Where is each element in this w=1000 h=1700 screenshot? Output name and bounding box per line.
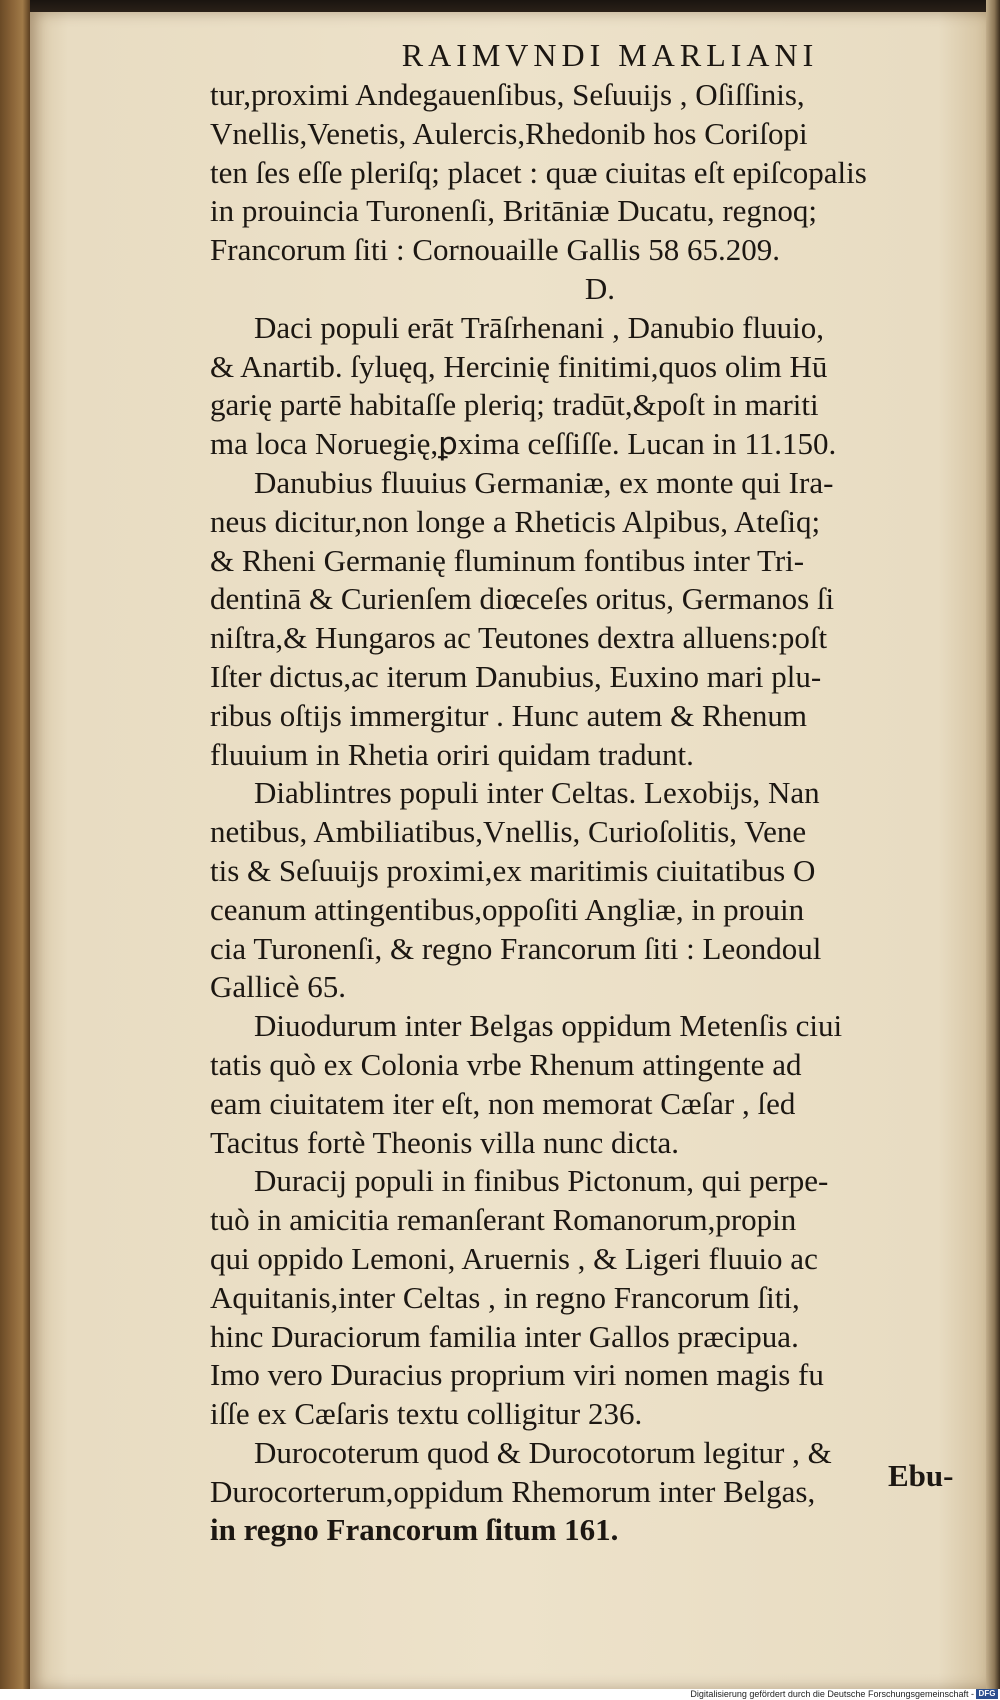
text-line: iſſe ex Cæſaris textu colligitur 236. xyxy=(210,1396,643,1432)
digitization-credit: Digitalisierung gefördert durch die Deutsche Forschungsgemeinschaft - xyxy=(690,1689,974,1699)
catchword: Ebu- xyxy=(888,1458,954,1493)
text-line: & Anartib. ſyluęq, Hercinię finitimi,quos olim Hū xyxy=(210,348,828,384)
text-line: dentinā & Curienſem diœceſes oritus, Germanos ſi xyxy=(210,581,835,617)
text-line: Francorum ſiti : Cornouaille Gallis 58 65.209. xyxy=(210,232,780,268)
text-line: netibus, Ambiliatibus,Vnellis, Curioſolitis, Vene xyxy=(210,814,807,850)
text-line: eam ciuitatem iter eſt, non memorat Cæſar , ſed xyxy=(210,1085,796,1121)
running-head: RAIMVNDI MARLIANI xyxy=(401,37,819,73)
entry-first-line: Diablintres populi inter Celtas. Lexobijs, Nan xyxy=(254,775,820,811)
entry-first-line: Duracij populi in finibus Pictonum, qui perpe- xyxy=(254,1163,829,1199)
text-line: cia Turonenſi, & regno Francorum ſiti : Leondoul xyxy=(210,930,822,966)
text-line: qui oppido Lemoni, Aruernis , & Ligeri fluuio ac xyxy=(210,1240,818,1276)
text-line: in regno Francorum ſitum 161. xyxy=(210,1512,619,1548)
text-line: niſtra,& Hungaros ac Teutones dextra alluens:poſt xyxy=(210,620,828,656)
text-line: Vnellis,Venetis, Aulercis,Rhedonib hos Coriſopi xyxy=(210,115,808,151)
entry-first-line: Daci populi erāt Trāſrhenani , Danubio fluuio, xyxy=(254,309,824,345)
text-line: fluuium in Rhetia oriri quidam tradunt. xyxy=(210,736,694,772)
text-line: tur,proximi Andegauenſibus, Seſuuijs , Oſiſſinis, xyxy=(210,77,805,112)
page-fore-edge xyxy=(986,0,1000,1690)
page-text-block xyxy=(210,34,950,1550)
book-binding-edge xyxy=(0,0,30,1690)
entry-first-line: Durocoterum quod & Durocotorum legitur , & xyxy=(254,1434,832,1470)
text-line: Durocorterum,oppidum Rhemorum inter Belgas, xyxy=(210,1473,816,1509)
text-line: Tacitus fortè Theonis villa nunc dicta. xyxy=(210,1124,680,1160)
text-line: tatis quò ex Colonia vrbe Rhenum attingente ad xyxy=(210,1046,802,1082)
section-letter: D. xyxy=(584,270,616,306)
text-line: ribus oſtijs immergitur . Hunc autem & Rhenum xyxy=(210,697,807,733)
text-line: ceanum attingentibus,oppoſiti Angliæ, in prouin xyxy=(210,891,805,927)
text-line: ma loca Noruegię,ꝑxima ceſſiſſe. Lucan in 11.150. xyxy=(210,426,837,462)
text-line: in prouincia Turonenſi, Britāniæ Ducatu, regnoq; xyxy=(210,193,818,229)
entry-first-line: Diuodurum inter Belgas oppidum Metenſis ciui xyxy=(254,1008,843,1044)
text-line: neus dicitur,non longe a Rheticis Alpibus, Ateſiq; xyxy=(210,503,821,539)
text-line: tuò in amicitia remanſerant Romanorum,propin xyxy=(210,1202,797,1238)
entry-first-line: Danubius fluuius Germaniæ, ex monte qui Ira- xyxy=(254,464,834,500)
text-line: Gallicè 65. xyxy=(210,969,347,1005)
text-line: hinc Duraciorum familia inter Gallos præcipua. xyxy=(210,1318,799,1354)
text-line: Imo vero Duracius proprium viri nomen magis fu xyxy=(210,1357,824,1393)
text-line: ten ſes eſſe pleriſq; placet : quæ ciuitas eſt epiſcopalis xyxy=(210,154,867,190)
text-line: Aquitanis,inter Celtas , in regno Francorum ſiti, xyxy=(210,1279,800,1315)
dfg-logo-icon: DFG xyxy=(976,1689,998,1699)
text-line: & Rheni Germanię fluminum fontibus inter Tri- xyxy=(210,542,805,578)
text-line: tis & Seſuuijs proximi,ex maritimis ciuitatibus O xyxy=(210,852,816,888)
text-line: Iſter dictus,ac iterum Danubius, Euxino mari plu- xyxy=(210,658,822,694)
top-shadow xyxy=(0,0,1000,12)
text-line: garię partē habitaſſe pleriq; tradūt,&poſt in mariti xyxy=(210,387,819,423)
